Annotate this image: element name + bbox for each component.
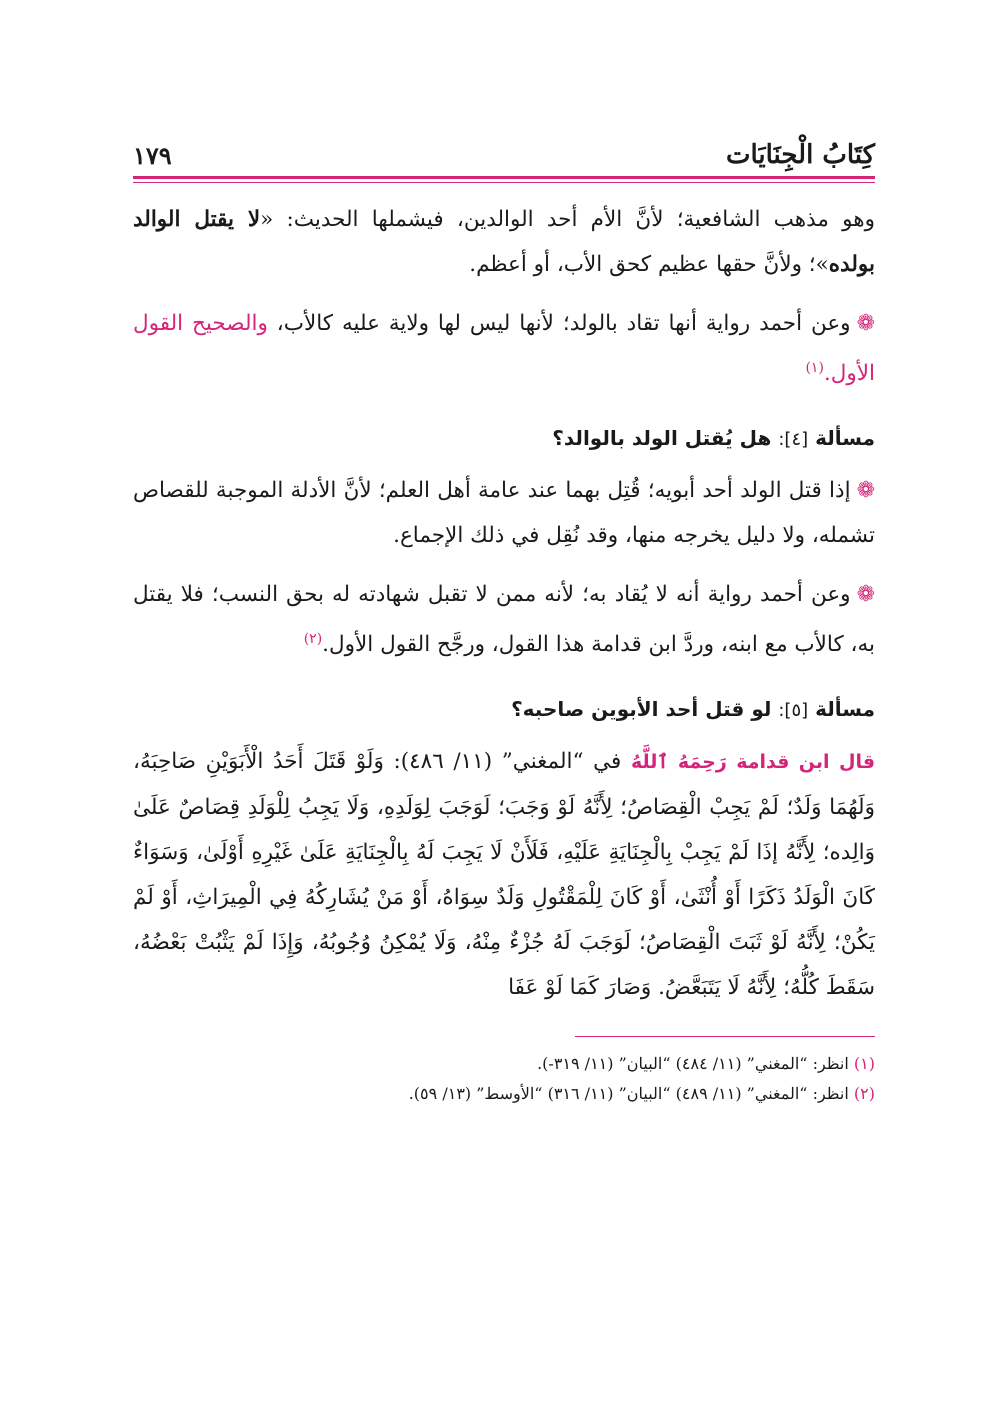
footnote-ref[interactable]: (١) <box>805 360 824 376</box>
paragraph: ❁إذا قتل الولد أحد أبويه؛ قُتِل بهما عند عامة أهل العلم؛ لأنَّ الأدلة الموجبة للقصاص تشمله، ولا دليل يخرجه منها، وقد نُقِل في ذلك الإجماع. <box>133 478 875 549</box>
highlighted-conclusion: والصحيح القول الأول. <box>133 311 875 387</box>
book-title: كِتَابُ الْجِنَايَات <box>725 140 875 170</box>
quote-paragraph: قال ابن قدامة رَحِمَهُ ٱللَّهُ في “المغني” (١١/ ٤٨٦): وَلَوْ قَتَلَ أَحَدُ الْأَبَوَيْنِ صَاحِبَهُ، وَلَهُمَا وَلَدٌ؛ لَمْ يَجِبْ الْقِصَاصُ؛ لِأَنَّهُ لَوْ وَجَبَ؛ لَوَجَبَ لِوَلَدِهِ، وَلَا يَجِبُ لِلْوَلَدِ قِصَاصٌ عَلَىٰ وَالِده؛ لِأَنَّهُ إذَا لَمْ يَجِبْ بِالْجِنَايَةِ عَلَيْهِ، فَلَأَنْ لَا يَجِبَ لَهُ بِالْجِنَايَةِ عَلَىٰ غَيْرِهِ أَوْلَىٰ، وَسَوَاءٌ كَانَ الْوَلَدُ ذَكَرًا أَوْ أُنْثَىٰ، أَوْ كَانَ لِلْمَقْتُولِ وَلَدٌ سِوَاهُ، أَوْ مَنْ يُشَارِكُهُ فِي الْمِيرَاثِ، أَوْ لَمْ يَكُنْ؛ لِأَنَّهُ لَوْ ثَبَتَ الْقِصَاصُ؛ لَوَجَبَ لَهُ جُزْءٌ مِنْهُ، وَلَا يُمْكِنُ وُجُوبُهُ، وَإِذَا لَمْ يَثْبُتْ بَعْضُهُ، سَقَطَ كُلُّهُ؛ لِأَنَّهُ لَا يَتَبَعَّضُ. وَصَارَ كَمَا لَوْ عَفَا <box>133 749 876 1001</box>
speaker-name: قال ابن قدامة رَحِمَهُ ٱللَّهُ <box>630 751 876 774</box>
footnote: (١) انظر: “المغني” (١١/ ٤٨٤) “البيان” (١١/ ٣١٩-). <box>537 1054 875 1074</box>
flower-icon: ❁ <box>856 582 875 608</box>
flower-icon: ❁ <box>856 311 876 336</box>
page-header <box>133 128 875 170</box>
question-heading: مسألة [٥]: لو قتل أحد الأبوين صاحبه؟ <box>511 697 875 722</box>
header-rule-thin <box>133 182 875 183</box>
book-page <box>133 128 875 1109</box>
footnote-divider <box>575 1036 875 1037</box>
hadith-text: لا يقتل الوالد بولده <box>133 207 875 277</box>
header-rule-thick <box>133 176 875 179</box>
paragraph: ❁وعن أحمد رواية أنها تقاد بالولد؛ لأنها ليس لها ولاية عليه كالأب، والصحيح القول الأول.$^{(١)}$ <box>133 311 876 387</box>
question-title: هل يُقتل الولد بالوالد؟ <box>552 426 772 451</box>
body-text <box>133 197 875 1010</box>
question-title: لو قتل أحد الأبوين صاحبه؟ <box>511 697 772 722</box>
question-heading: مسألة [٤]: هل يُقتل الولد بالوالد؟ <box>552 426 875 451</box>
flower-icon: ❁ <box>856 478 875 504</box>
page-number: ١٧٩ <box>133 141 172 170</box>
quoted-text: وَلَوْ قَتَلَ أَحَدُ الْأَبَوَيْنِ صَاحِبَهُ، وَلَهُمَا وَلَدٌ؛ لَمْ يَجِبْ الْقِصَاصُ؛ لِأَنَّهُ لَوْ وَجَبَ؛ لَوَجَبَ لِوَلَدِهِ، وَلَا يَجِبُ لِلْوَلَدِ قِصَاصٌ عَلَىٰ وَالِده؛ لِأَنَّهُ إذَا لَمْ يَجِبْ بِالْجِنَايَةِ عَلَيْهِ، فَلَأَنْ لَا يَجِبَ لَهُ بِالْجِنَايَةِ عَلَىٰ غَيْرِهِ أَوْلَىٰ، وَسَوَاءٌ كَانَ الْوَلَدُ ذَكَرًا أَوْ أُنْثَىٰ، أَوْ كَانَ لِلْمَقْتُولِ وَلَدٌ سِوَاهُ، أَوْ مَنْ يُشَارِكُهُ فِي الْمِيرَاثِ، أَوْ لَمْ يَكُنْ؛ لِأَنَّهُ لَوْ ثَبَتَ الْقِصَاصُ؛ لَوَجَبَ لَهُ جُزْءٌ مِنْهُ، وَلَا يُمْكِنُ وُجُوبُهُ، وَإِذَا لَمْ يَثْبُتْ بَعْضُهُ، سَقَطَ كُلُّهُ؛ لِأَنَّهُ لَا يَتَبَعَّضُ. وَصَارَ كَمَا لَوْ عَفَا <box>133 749 875 1001</box>
paragraph: ❁وعن أحمد رواية أنه لا يُقاد به؛ لأنه ممن لا تقبل شهادته له بحق النسب؛ فلا يقتل به، كالأب مع ابنه، وردَّ ابن قدامة هذا القول، ورجَّح القول الأول.$^{(٢)}$ <box>133 582 875 658</box>
footnote: (٢) انظر: “المغني” (١١/ ٤٨٩) “البيان” (١١/ ٣١٦) “الأوسط” (١٣/ ٥٩). <box>408 1084 875 1104</box>
book-reference: “المغني” <box>501 749 584 775</box>
paragraph: وهو مذهب الشافعية؛ لأنَّ الأم أحد الوالدين، فيشملها الحديث: «لا يقتل الوالد بولده»؛ ولأنَّ حقها عظيم كحق الأب، أو أعظم. <box>133 207 875 277</box>
footnote-ref[interactable]: (٢) <box>303 631 323 648</box>
